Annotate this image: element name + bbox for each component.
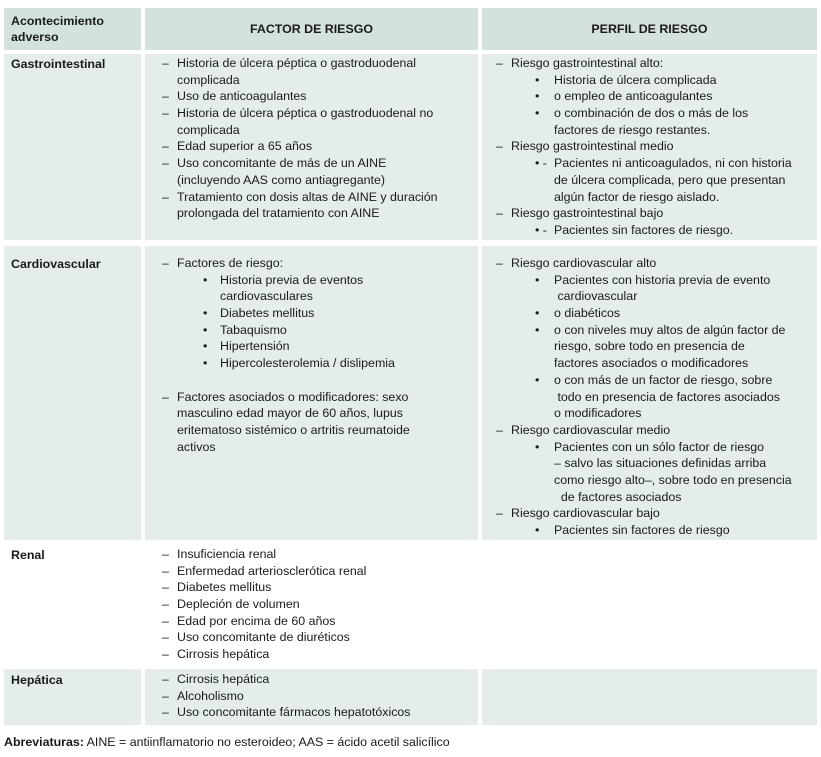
bullet-marker-icon: • <box>203 306 208 321</box>
factors-item-line <box>0 629 478 646</box>
profile-item-text: cardiovascular <box>554 289 638 304</box>
profile-item-line <box>0 489 817 506</box>
bullet-marker-icon: • <box>535 72 540 87</box>
bullet-marker-icon: • <box>535 322 540 337</box>
profile-item-text: Riesgo gastrointestinal alto: <box>511 56 664 70</box>
dash-marker-icon: – <box>162 563 169 578</box>
factors-item-text: prolongada del tratamiento con AINE <box>177 206 380 221</box>
factors-item-text: Insuficiencia renal <box>177 547 277 561</box>
factors-item-text: Historia de úlcera péptica o gastroduodenal no <box>177 106 434 121</box>
factors-item-text: Enfermedad arteriosclerótica renal <box>177 563 367 578</box>
dash-marker-icon: – <box>162 56 169 70</box>
profile-item-text: de úlcera complicada, pero que presentan <box>554 172 786 187</box>
profile-item-line <box>0 272 817 289</box>
profile-item-line <box>0 155 817 172</box>
header-adverse-event-line1: Acontecimiento <box>11 14 104 28</box>
profile-item-line <box>0 338 817 355</box>
factors-item-text: activos <box>177 439 216 454</box>
profile-item-text: o empleo de anticoagulantes <box>554 89 713 104</box>
bullet-marker-icon: • <box>203 356 208 371</box>
dash-marker-icon: – <box>496 56 503 70</box>
factors-item-line <box>0 671 478 688</box>
row-label-cardiovascular: Cardiovascular <box>11 257 101 271</box>
profile-item-line <box>0 372 817 389</box>
profile-item-text: o con más de un factor de riesgo, sobre <box>554 372 773 387</box>
dash-marker-icon: – <box>162 256 169 270</box>
factors-item-text: Hipertensión <box>220 339 290 354</box>
profile-item-line <box>0 205 817 222</box>
profile-item-line <box>0 138 817 155</box>
factors-item-text: complicada <box>177 72 240 87</box>
bullet-marker-icon: • <box>203 322 208 337</box>
profile-item-text: Historia de úlcera complicada <box>554 72 717 87</box>
profile-item-text: riesgo, sobre todo en presencia de <box>554 339 745 354</box>
profile-item-line <box>0 189 817 206</box>
profile-item-line <box>0 439 817 456</box>
profile-item-line <box>0 288 817 305</box>
profile-item-line <box>0 88 817 105</box>
band-hep-col3 <box>482 669 817 725</box>
bullet-marker-icon: • <box>535 523 540 537</box>
factors-item-line <box>0 596 478 613</box>
risk-factor-list-hepatica <box>0 671 478 721</box>
header-adverse-event-line2: adverso <box>11 30 59 44</box>
dash-marker-icon: – <box>496 422 503 437</box>
dash-marker-icon: – <box>162 580 169 595</box>
profile-item-text: o con niveles muy altos de algún factor de <box>554 322 786 337</box>
profile-item-text: factores asociados o modificadores <box>554 356 749 371</box>
dash-marker-icon: – <box>162 688 169 703</box>
factors-item-text: Edad superior a 65 años <box>177 139 313 154</box>
profile-item-line <box>0 505 817 522</box>
dash-marker-icon: – <box>162 189 169 204</box>
profile-item-text: Riesgo cardiovascular alto <box>511 256 657 270</box>
bullet-marker-icon: • <box>535 106 540 121</box>
profile-item-text: – salvo las situaciones definidas arriba <box>554 456 767 471</box>
profile-item-text: Riesgo cardiovascular medio <box>511 422 671 437</box>
factors-item-text: eritematoso sistémico o artritis reumatoide <box>177 422 410 437</box>
profile-item-text: Riesgo gastrointestinal bajo <box>511 206 664 221</box>
profile-item-text: Pacientes sin factores de riesgo <box>554 523 730 537</box>
footnote-text: AINE = antiinflamatorio no esteroideo; AAS = ácido acetil salicílico <box>83 735 450 749</box>
risk-profile-list-cardiovascular <box>0 255 817 539</box>
profile-item-text: como riesgo alto–, sobre todo en presencia <box>554 472 792 487</box>
risk-profile-list-gastrointestinal <box>0 55 817 239</box>
header-adverse-event <box>4 8 141 50</box>
profile-item-text: todo en presencia de factores asociados <box>554 389 780 404</box>
factors-item-text: Uso concomitante de más de un AINE <box>177 156 387 171</box>
factors-item-text: Depleción de volumen <box>177 597 300 612</box>
factors-item-text: Tabaquismo <box>220 322 287 337</box>
header-risk-factor: FACTOR DE RIESGO <box>145 8 478 50</box>
profile-item-line <box>0 105 817 122</box>
dash-marker-icon: – <box>162 630 169 645</box>
profile-item-line <box>0 522 817 539</box>
profile-item-text: o combinación de dos o más de los <box>554 106 749 121</box>
factors-item-line <box>0 579 478 596</box>
risk-factor-list-renal <box>0 546 478 663</box>
profile-item-line <box>0 389 817 406</box>
profile-item-text: Pacientes con historia previa de evento <box>554 272 771 287</box>
profile-item-text: Riesgo cardiovascular bajo <box>511 506 660 521</box>
profile-item-line <box>0 455 817 472</box>
bullet-marker-icon: • - <box>535 156 547 171</box>
factors-item-text: Diabetes mellitus <box>177 580 272 595</box>
bullet-marker-icon: • <box>203 272 208 287</box>
profile-item-text: algún factor de riesgo aislado. <box>554 189 720 204</box>
bullet-marker-icon: • <box>535 306 540 321</box>
profile-item-line <box>0 305 817 322</box>
bullet-marker-icon: • <box>535 89 540 104</box>
bullet-marker-icon: • <box>535 272 540 287</box>
profile-item-text: o modificadores <box>554 406 642 421</box>
factors-item-text: Diabetes mellitus <box>220 306 315 321</box>
dash-marker-icon: – <box>162 705 169 720</box>
header-risk-profile: PERFIL DE RIESGO <box>482 8 817 50</box>
factors-item-text: Uso concomitante fármacos hepatotóxicos <box>177 705 411 720</box>
bullet-marker-icon: • - <box>535 222 547 237</box>
dash-marker-icon: – <box>496 206 503 221</box>
profile-item-line <box>0 322 817 339</box>
dash-marker-icon: – <box>496 139 503 154</box>
profile-item-line <box>0 472 817 489</box>
profile-item-text: Pacientes sin factores de riesgo. <box>554 222 734 237</box>
bullet-marker-icon: • <box>535 439 540 454</box>
profile-item-text: Pacientes ni anticoagulados, ni con historia <box>554 156 792 171</box>
factors-item-text: cardiovasculares <box>220 289 313 304</box>
row-label-hepatica: Hepática <box>11 673 63 687</box>
dash-marker-icon: – <box>496 256 503 270</box>
profile-item-line <box>0 72 817 89</box>
dash-marker-icon: – <box>162 106 169 121</box>
factors-item-text: Hipercolesterolemia / dislipemia <box>220 356 395 371</box>
factors-item-text: Tratamiento con dosis altas de AINE y duración <box>177 189 438 204</box>
profile-item-line <box>0 255 817 272</box>
factors-item-text: Historia previa de eventos <box>220 272 364 287</box>
factors-item-text: Uso concomitante de diuréticos <box>177 630 350 645</box>
factors-item-text: Alcoholismo <box>177 688 244 703</box>
row-label-gastrointestinal: Gastrointestinal <box>11 57 106 71</box>
dash-marker-icon: – <box>162 139 169 154</box>
factors-item-line <box>0 546 478 563</box>
profile-item-text: factores de riesgo restantes. <box>554 122 711 137</box>
factors-item-text: complicada <box>177 122 240 137</box>
dash-marker-icon: – <box>496 506 503 521</box>
factors-item-text: Factores asociados o modificadores: sexo <box>177 389 409 404</box>
profile-item-text: de factores asociados <box>554 489 682 504</box>
factors-item-line <box>0 613 478 630</box>
bullet-marker-icon: • <box>203 339 208 354</box>
factors-item-line <box>0 688 478 705</box>
factors-item-text: Cirrosis hepática <box>177 647 270 662</box>
dash-marker-icon: – <box>162 156 169 171</box>
bullet-marker-icon: • <box>535 372 540 387</box>
dash-marker-icon: – <box>162 672 169 686</box>
profile-item-line <box>0 172 817 189</box>
dash-marker-icon: – <box>162 597 169 612</box>
dash-marker-icon: – <box>162 89 169 104</box>
profile-item-line <box>0 55 817 72</box>
profile-item-line <box>0 122 817 139</box>
factors-item-text: Edad por encima de 60 años <box>177 613 336 628</box>
profile-item-line <box>0 355 817 372</box>
factors-item-text: Cirrosis hepática <box>177 672 270 686</box>
dash-marker-icon: – <box>162 613 169 628</box>
profile-item-line <box>0 222 817 239</box>
profile-item-line <box>0 422 817 439</box>
dash-marker-icon: – <box>162 647 169 662</box>
factors-item-line <box>0 646 478 663</box>
factors-item-line <box>0 704 478 721</box>
footnote <box>4 735 450 749</box>
profile-item-text: Pacientes con un sólo factor de riesgo <box>554 439 765 454</box>
factors-item-text: Historia de úlcera péptica o gastroduodenal <box>177 56 417 70</box>
profile-item-line <box>0 405 817 422</box>
factors-item-text: masculino edad mayor de 60 años, lupus <box>177 406 403 421</box>
factors-item-text: Uso de anticoagulantes <box>177 89 307 104</box>
factors-item-line <box>0 563 478 580</box>
profile-item-text: Riesgo gastrointestinal medio <box>511 139 674 154</box>
profile-item-text: o diabéticos <box>554 306 621 321</box>
factors-item-text: Factores de riesgo: <box>177 256 284 270</box>
factors-item-text: (incluyendo AAS como antiagregante) <box>177 172 386 187</box>
footnote-label: Abreviaturas: <box>4 735 84 749</box>
row-label-renal: Renal <box>11 548 45 562</box>
dash-marker-icon: – <box>162 547 169 561</box>
dash-marker-icon: – <box>162 389 169 404</box>
